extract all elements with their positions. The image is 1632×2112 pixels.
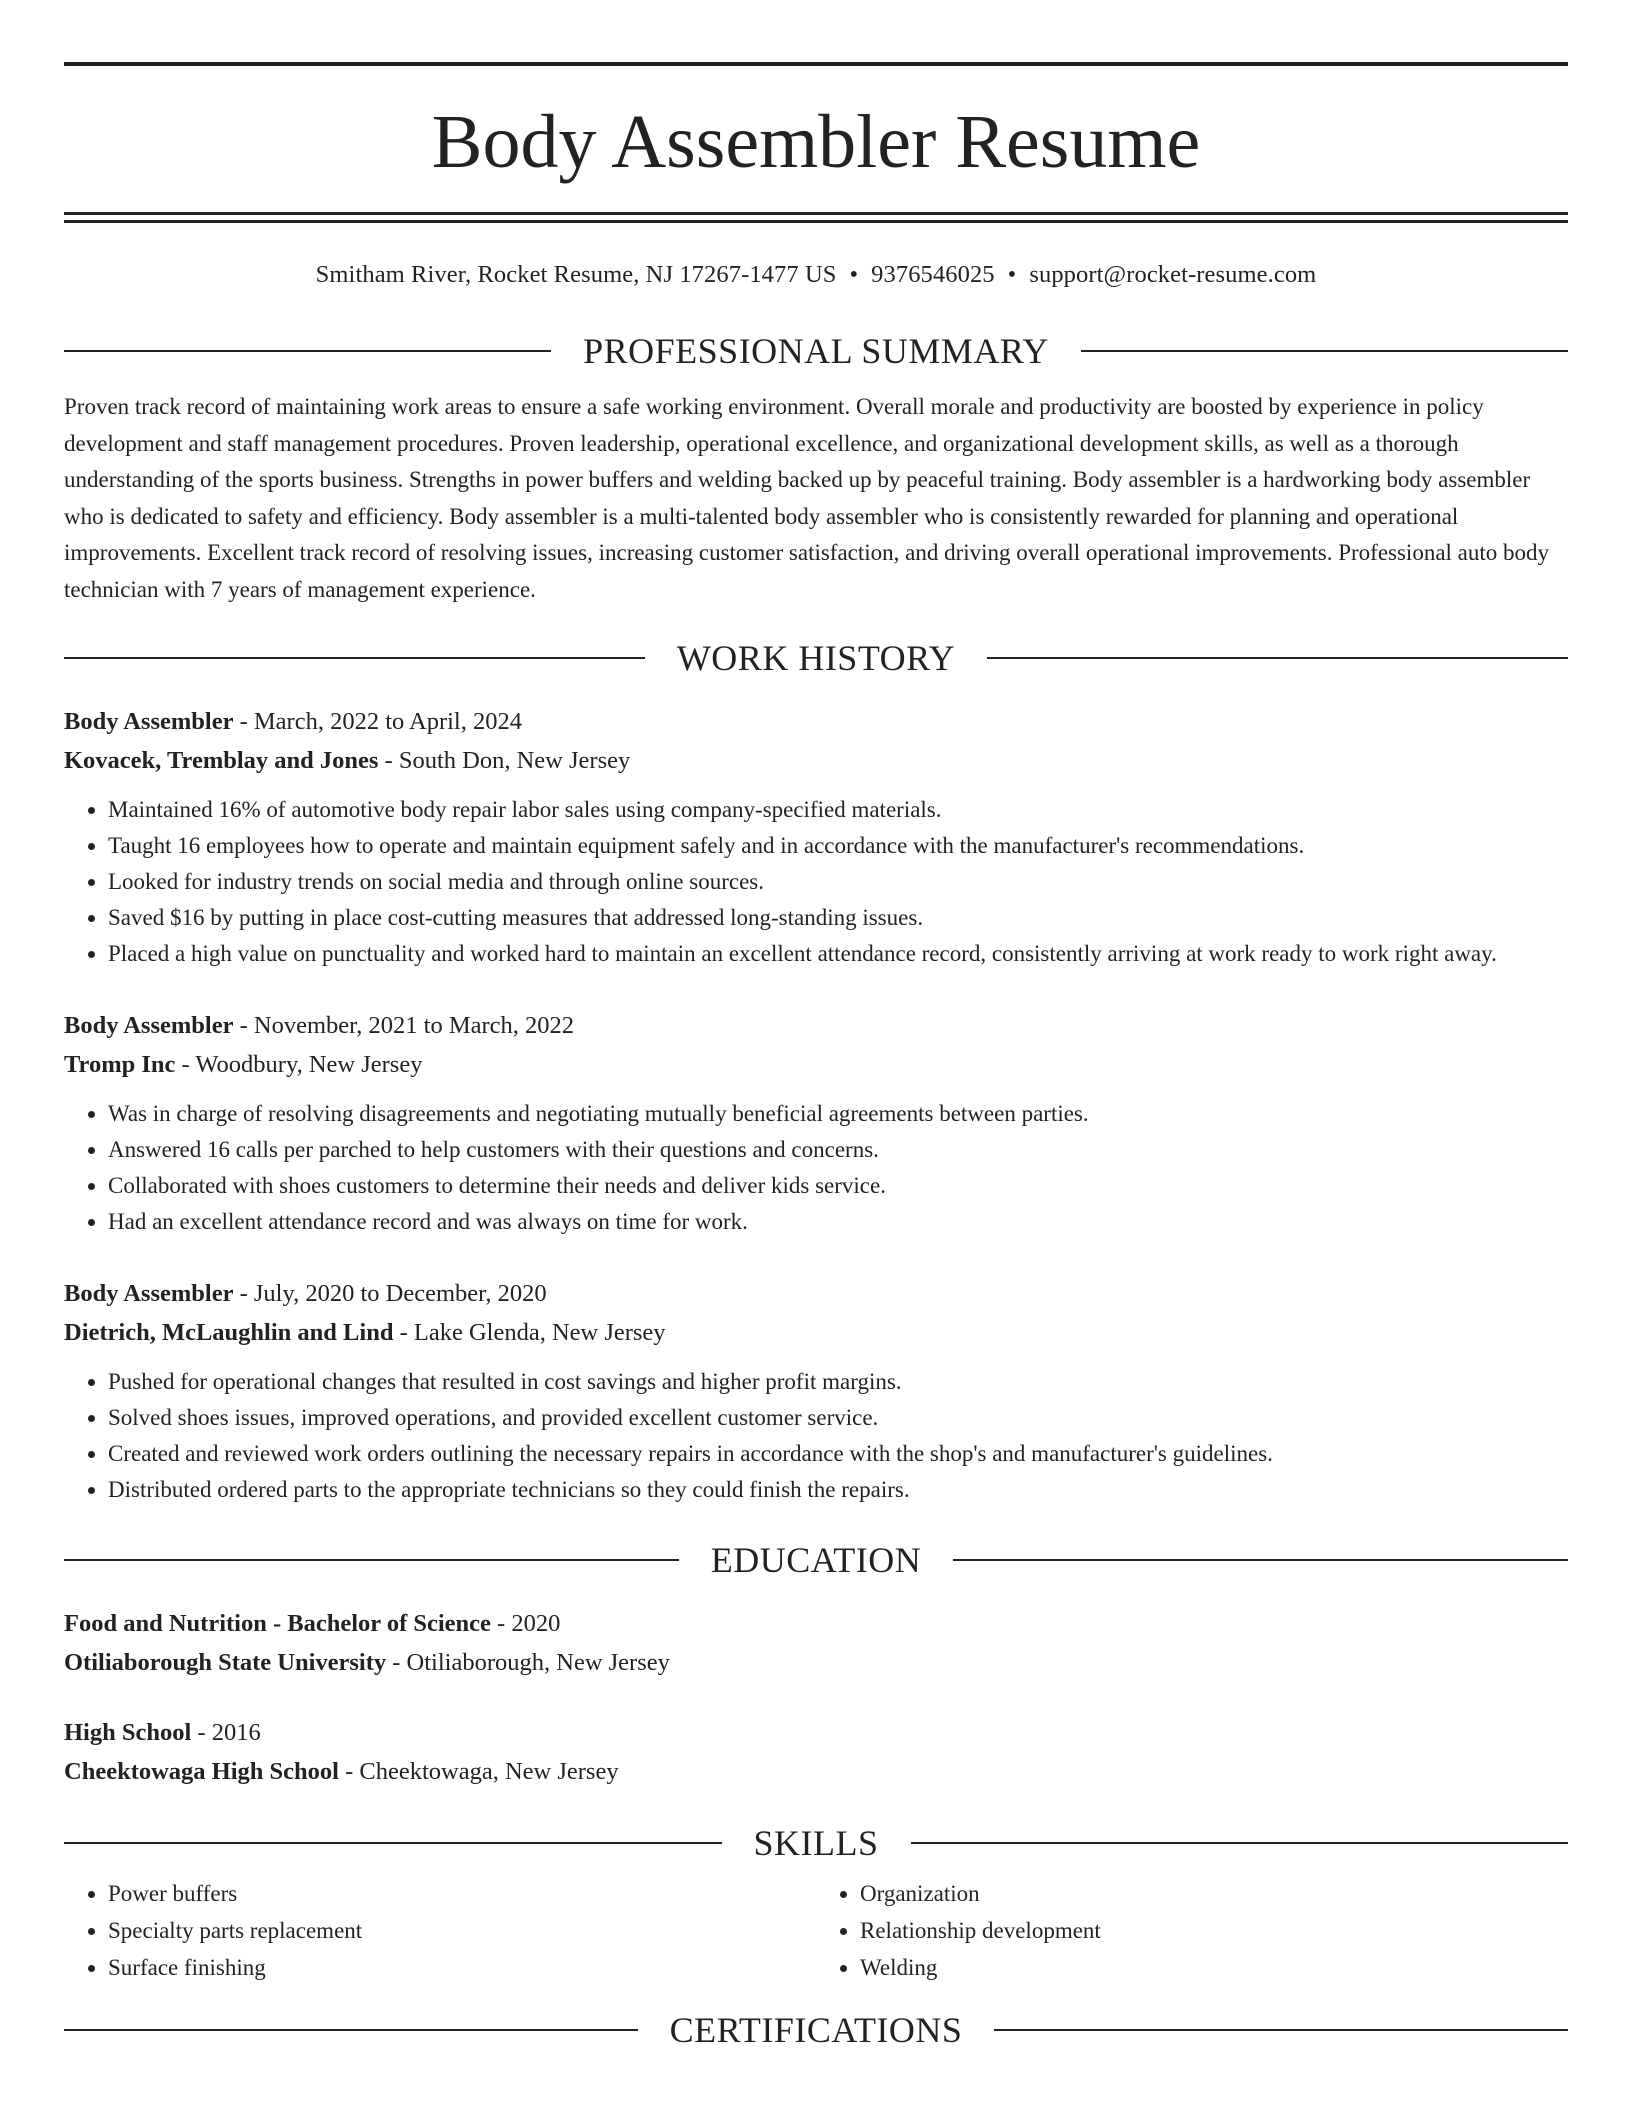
job-entry	[64, 1274, 1568, 1508]
job-location: - Lake Glenda, New Jersey	[393, 1319, 666, 1346]
education-degree: Food and Nutrition - Bachelor of Science	[64, 1610, 491, 1637]
job-bullets	[64, 1364, 1568, 1508]
skill-item: • Organization	[860, 1875, 1568, 1912]
section-title-education: EDUCATION	[710, 1540, 922, 1580]
education-list	[64, 1604, 1568, 1791]
education-year: - 2020	[490, 1610, 561, 1637]
skill-item: • Power buffers	[108, 1875, 816, 1912]
divider-line	[1081, 350, 1568, 352]
job-location: - South Don, New Jersey	[378, 747, 631, 774]
job-title-line	[64, 702, 1568, 741]
job-dates: - November, 2021 to March, 2022	[233, 1012, 575, 1039]
job-company-line	[64, 1045, 1568, 1084]
job-title: Body Assembler	[64, 708, 234, 735]
job-bullet: • Collaborated with shoes customers to determine their needs and deliver kids service.	[108, 1168, 1568, 1204]
section-title-skills: SKILLS	[753, 1823, 879, 1863]
job-bullet: • Looked for industry trends on social media and through online sources.	[108, 864, 1568, 900]
job-title-line	[64, 1006, 1568, 1045]
divider-line	[911, 1842, 1569, 1844]
skill-item: • Specialty parts replacement	[108, 1912, 816, 1949]
job-bullet: • Saved $16 by putting in place cost-cutting measures that addressed long-standing issues.	[108, 900, 1568, 936]
job-entry	[64, 702, 1568, 972]
divider-line	[64, 1842, 722, 1844]
section-header-education	[64, 1542, 1568, 1578]
education-school-line	[64, 1752, 1568, 1791]
education-school: Cheektowaga High School	[64, 1758, 339, 1785]
contact-separator: •	[849, 261, 859, 288]
top-rule	[64, 62, 1568, 66]
job-bullet: • Had an excellent attendance record and was always on time for work.	[108, 1204, 1568, 1240]
divider-line	[64, 350, 551, 352]
job-company-line	[64, 1313, 1568, 1352]
job-entry	[64, 1006, 1568, 1240]
contact-phone: 9376546025	[871, 261, 995, 288]
job-title-line	[64, 1274, 1568, 1313]
job-bullet: • Created and reviewed work orders outlining the necessary repairs in accordance with the shop's and manufacturer's guidelines.	[108, 1436, 1568, 1472]
education-location: - Cheektowaga, New Jersey	[338, 1758, 619, 1785]
job-bullet: • Maintained 16% of automotive body repair labor sales using company-specified materials.	[108, 792, 1568, 828]
divider-line	[953, 1559, 1568, 1561]
job-bullet: • Solved shoes issues, improved operations, and provided excellent customer service.	[108, 1400, 1568, 1436]
education-school: Otiliaborough State University	[64, 1649, 387, 1676]
resume-title: Body Assembler Resume	[431, 100, 1201, 184]
education-entry	[64, 1713, 1568, 1791]
divider-line	[994, 2029, 1568, 2031]
education-location: - Otiliaborough, New Jersey	[386, 1649, 670, 1676]
skill-item: • Welding	[860, 1949, 1568, 1986]
divider-line	[64, 2029, 638, 2031]
skill-item: • Surface finishing	[108, 1949, 816, 1986]
job-title: Body Assembler	[64, 1280, 234, 1307]
contact-separator: •	[1007, 261, 1017, 288]
section-header-summary	[64, 333, 1568, 369]
section-header-certifications	[64, 2012, 1568, 2048]
job-bullet: • Placed a high value on punctuality and worked hard to maintain an excellent attendance record, consistently arriving at work ready to work right away.	[108, 936, 1568, 972]
job-bullet: • Distributed ordered parts to the appropriate technicians so they could finish the repairs.	[108, 1472, 1568, 1508]
skill-item: • Relationship development	[860, 1912, 1568, 1949]
section-title-work: WORK HISTORY	[676, 638, 956, 678]
job-bullets	[64, 1096, 1568, 1240]
education-degree: High School	[64, 1719, 192, 1746]
section-title-certifications: CERTIFICATIONS	[669, 2010, 963, 2050]
job-bullet: • Answered 16 calls per parched to help customers with their questions and concerns.	[108, 1132, 1568, 1168]
job-bullets	[64, 792, 1568, 972]
skills-list	[64, 1875, 1568, 1986]
job-bullet: • Pushed for operational changes that resulted in cost savings and higher profit margins.	[108, 1364, 1568, 1400]
divider-line	[64, 657, 645, 659]
section-title-summary: PROFESSIONAL SUMMARY	[583, 331, 1049, 371]
job-dates: - July, 2020 to December, 2020	[233, 1280, 547, 1307]
work-history-list	[64, 702, 1568, 1508]
contact-address: Smitham River, Rocket Resume, NJ 17267-1477 US	[315, 261, 837, 288]
education-school-line	[64, 1643, 1568, 1682]
divider-line	[987, 657, 1568, 659]
job-title: Body Assembler	[64, 1012, 234, 1039]
job-company: Dietrich, McLaughlin and Lind	[64, 1319, 394, 1346]
job-bullet: • Taught 16 employees how to operate and maintain equipment safely and in accordance with the manufacturer's recommendations.	[108, 828, 1568, 864]
education-year: - 2016	[191, 1719, 261, 1746]
job-bullet: • Was in charge of resolving disagreements and negotiating mutually beneficial agreements between parties.	[108, 1096, 1568, 1132]
skills-column-right	[816, 1875, 1568, 1986]
job-dates: - March, 2022 to April, 2024	[233, 708, 522, 735]
job-company: Tromp Inc	[64, 1051, 176, 1078]
summary-paragraph: Proven track record of maintaining work areas to ensure a safe working environment. Overall morale and productivity are boosted by experience in policy development and staff management procedures. Proven leadership, operational excellence, and organizational development skills, as well as a thorough understanding of the sports business. Strengths in power buffers and welding backed up by peaceful training. Body assembler is a hardworking body assembler who is dedicated to safety and efficiency. Body assembler is a multi-talented body assembler who is consistently rewarded for planning and operational improvements. Excellent track record of resolving issues, increasing customer satisfaction, and driving overall operational improvements. Professional auto body technician with 7 years of management experience.	[64, 394, 1550, 602]
skills-column-left	[64, 1875, 816, 1986]
job-company-line	[64, 741, 1568, 780]
education-entry	[64, 1604, 1568, 1682]
divider-line	[64, 1559, 679, 1561]
education-degree-line	[64, 1604, 1568, 1643]
contact-email: support@rocket-resume.com	[1029, 261, 1317, 288]
contact-line	[64, 261, 1568, 289]
section-header-work	[64, 640, 1568, 676]
education-degree-line	[64, 1713, 1568, 1752]
job-company: Kovacek, Tremblay and Jones	[64, 747, 379, 774]
title-double-rule	[64, 212, 1568, 223]
section-header-skills	[64, 1825, 1568, 1861]
job-location: - Woodbury, New Jersey	[175, 1051, 423, 1078]
